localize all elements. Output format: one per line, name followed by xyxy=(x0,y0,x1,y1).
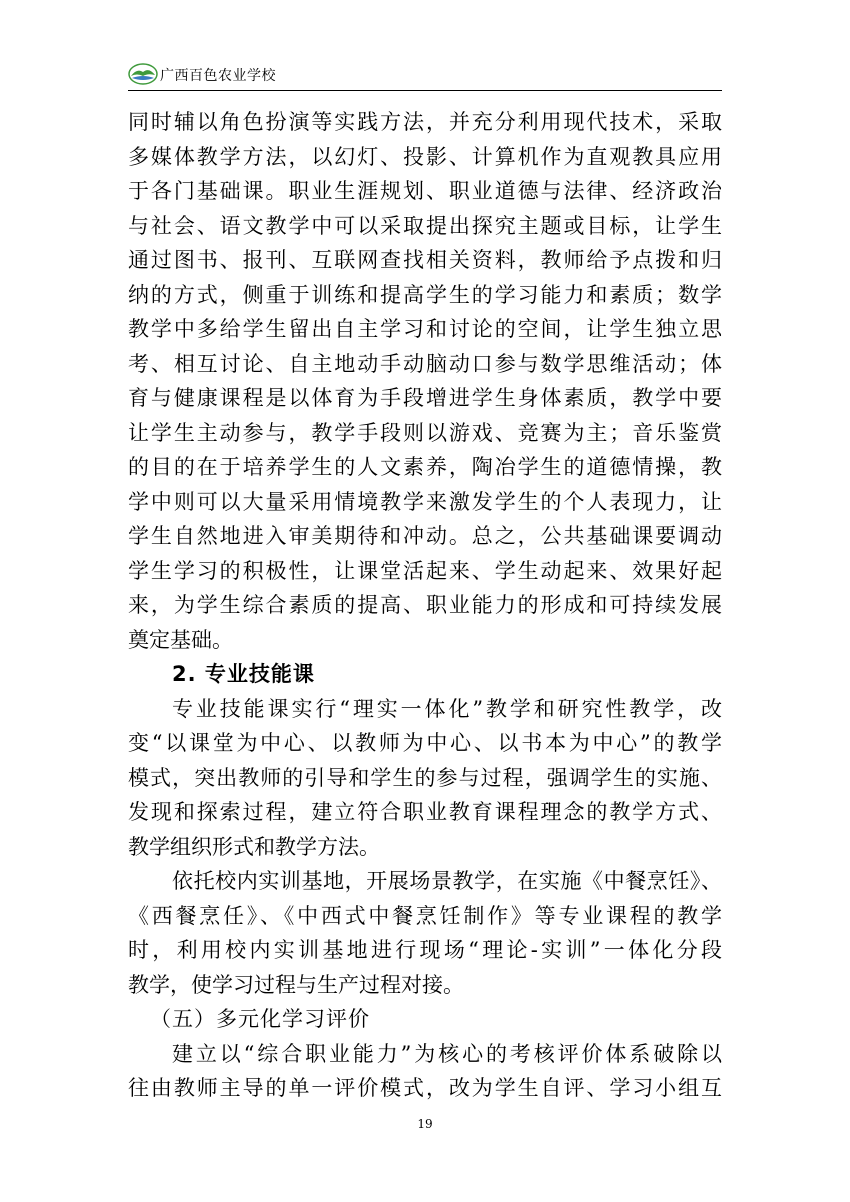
text-line: 发现和探索过程，建立符合职业教育课程理念的教学方式、 xyxy=(128,800,722,824)
school-name: 广西百色农业学校 xyxy=(160,68,276,84)
page-header xyxy=(128,60,722,94)
text-line: 教学，使学习过程与生产过程对接。 xyxy=(128,972,464,997)
text-line: 多媒体教学方法，以幻灯、投影、计算机作为直观教具应用 xyxy=(128,144,722,169)
text-line: 模式，突出教师的引导和学生的参与过程，强调学生的实施、 xyxy=(128,765,722,790)
text-line: 《西餐烹任》、《中西式中餐烹饪制作》等专业课程的教学 xyxy=(128,903,722,928)
text-line: 同时辅以角色扮演等实践方法，并充分利用现代技术，采取 xyxy=(128,110,722,134)
text-line: 考、相互讨论、自主地动手动脑动口参与数学思维活动；体 xyxy=(128,351,722,376)
text-line: 依托校内实训基地，开展场景教学，在实施《中餐烹饪》、 xyxy=(172,869,722,893)
text-line: 专业技能课实行“理实一体化”教学和研究性教学，改 xyxy=(172,696,722,721)
school-logo-icon xyxy=(128,63,158,85)
text-line: 学生学习的积极性，让课堂活起来、学生动起来、效果好起 xyxy=(128,558,722,583)
text-line: 于各门基础课。职业生涯规划、职业道德与法律、经济政治 xyxy=(128,179,722,203)
text-line: 变“以课堂为中心、以教师为中心、以书本为中心”的教学 xyxy=(128,731,722,755)
text-line: 时，利用校内实训基地进行现场“理论-实训”一体化分段 xyxy=(128,938,722,962)
text-line: 让学生主动参与，教学手段则以游戏、竞赛为主；音乐鉴赏 xyxy=(128,420,722,445)
text-line: 来，为学生综合素质的提高、职业能力的形成和可持续发展 xyxy=(128,593,722,617)
text-line: 教学中多给学生留出自主学习和讨论的空间，让学生独立思 xyxy=(128,317,722,341)
page-number: 19 xyxy=(417,1117,433,1131)
text-line: 学生自然地进入审美期待和冲动。总之，公共基础课要调动 xyxy=(128,524,722,548)
text-line: 建立以“综合职业能力”为核心的考核评价体系破除以 xyxy=(172,1041,722,1066)
text-line: 育与健康课程是以体育为手段增进学生身体素质，教学中要 xyxy=(128,386,722,410)
text-line: 教学组织形式和教学方法。 xyxy=(128,834,380,859)
text-line: 通过图书、报刊、互联网查找相关资料，教师给予点拨和归 xyxy=(128,248,722,272)
document-body xyxy=(128,105,722,1106)
section-heading: 2. 专业技能课 xyxy=(172,662,315,686)
text-line: 学中则可以大量采用情境教学来激发学生的个人表现力，让 xyxy=(128,489,722,514)
text-line: 往由教师主导的单一评价模式，改为学生自评、学习小组互 xyxy=(128,1076,722,1100)
header-divider xyxy=(128,90,722,91)
text-line: 的目的在于培养学生的人文素养，陶冶学生的道德情操，教 xyxy=(128,455,722,479)
text-line: 纳的方式，侧重于训练和提高学生的学习能力和素质；数学 xyxy=(128,282,722,307)
section-heading: （五）多元化学习评价 xyxy=(150,1007,370,1031)
text-line: 与社会、语文教学中可以采取提出探究主题或目标，让学生 xyxy=(128,213,722,238)
text-line: 奠定基础。 xyxy=(128,627,233,652)
